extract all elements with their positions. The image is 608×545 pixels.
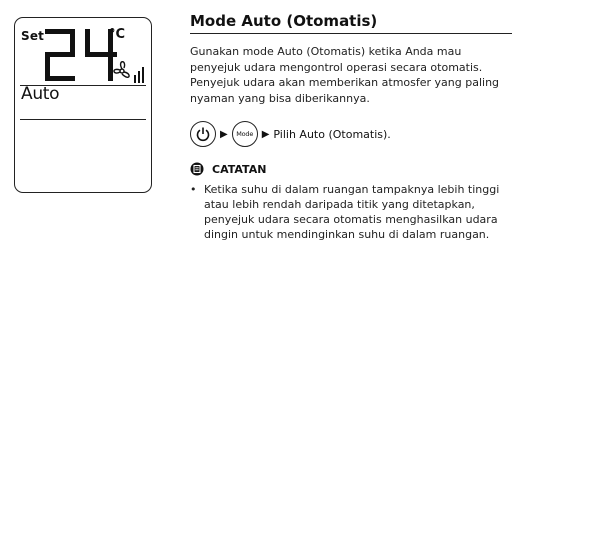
content-column: [190, 12, 512, 242]
remote-lcd-display: [14, 17, 152, 193]
fan-icon: [111, 58, 145, 84]
set-label: Set: [21, 29, 45, 43]
temperature-unit: °C: [109, 27, 126, 42]
instruction-steps: [190, 120, 512, 148]
power-button-icon: [190, 121, 216, 147]
section-description: Gunakan mode Auto (Otomatis) ketika Anda mau penyejuk udara mengontrol operasi secara otomatis. Penyejuk udara akan memberikan atmosfer yang paling nyaman yang bisa diberikannya.: [190, 45, 500, 105]
arrow-right-icon: ▶: [261, 128, 270, 140]
mode-button-label: Mode: [236, 130, 254, 138]
note-icon: [190, 162, 204, 176]
note-heading-text: CATATAN: [212, 162, 267, 176]
mode-button-icon: [232, 121, 258, 147]
note-item: • Ketika suhu di dalam ruangan tampaknya lebih tinggi atau lebih rendah daripada titik yang ditetapkan, penyejuk udara secara otomatis menghasilkan udara dingin untuk mendinginkan suhu di dalam ruangan.: [190, 182, 512, 242]
mode-label: Auto: [21, 84, 60, 104]
section-title: Mode Auto (Otomatis): [190, 12, 512, 34]
step-instruction: Pilih Auto (Otomatis).: [273, 127, 391, 141]
note-list: [190, 182, 512, 242]
note-heading: [190, 162, 512, 176]
lcd-divider-bottom: [20, 119, 146, 120]
arrow-right-icon: ▶: [220, 128, 228, 140]
